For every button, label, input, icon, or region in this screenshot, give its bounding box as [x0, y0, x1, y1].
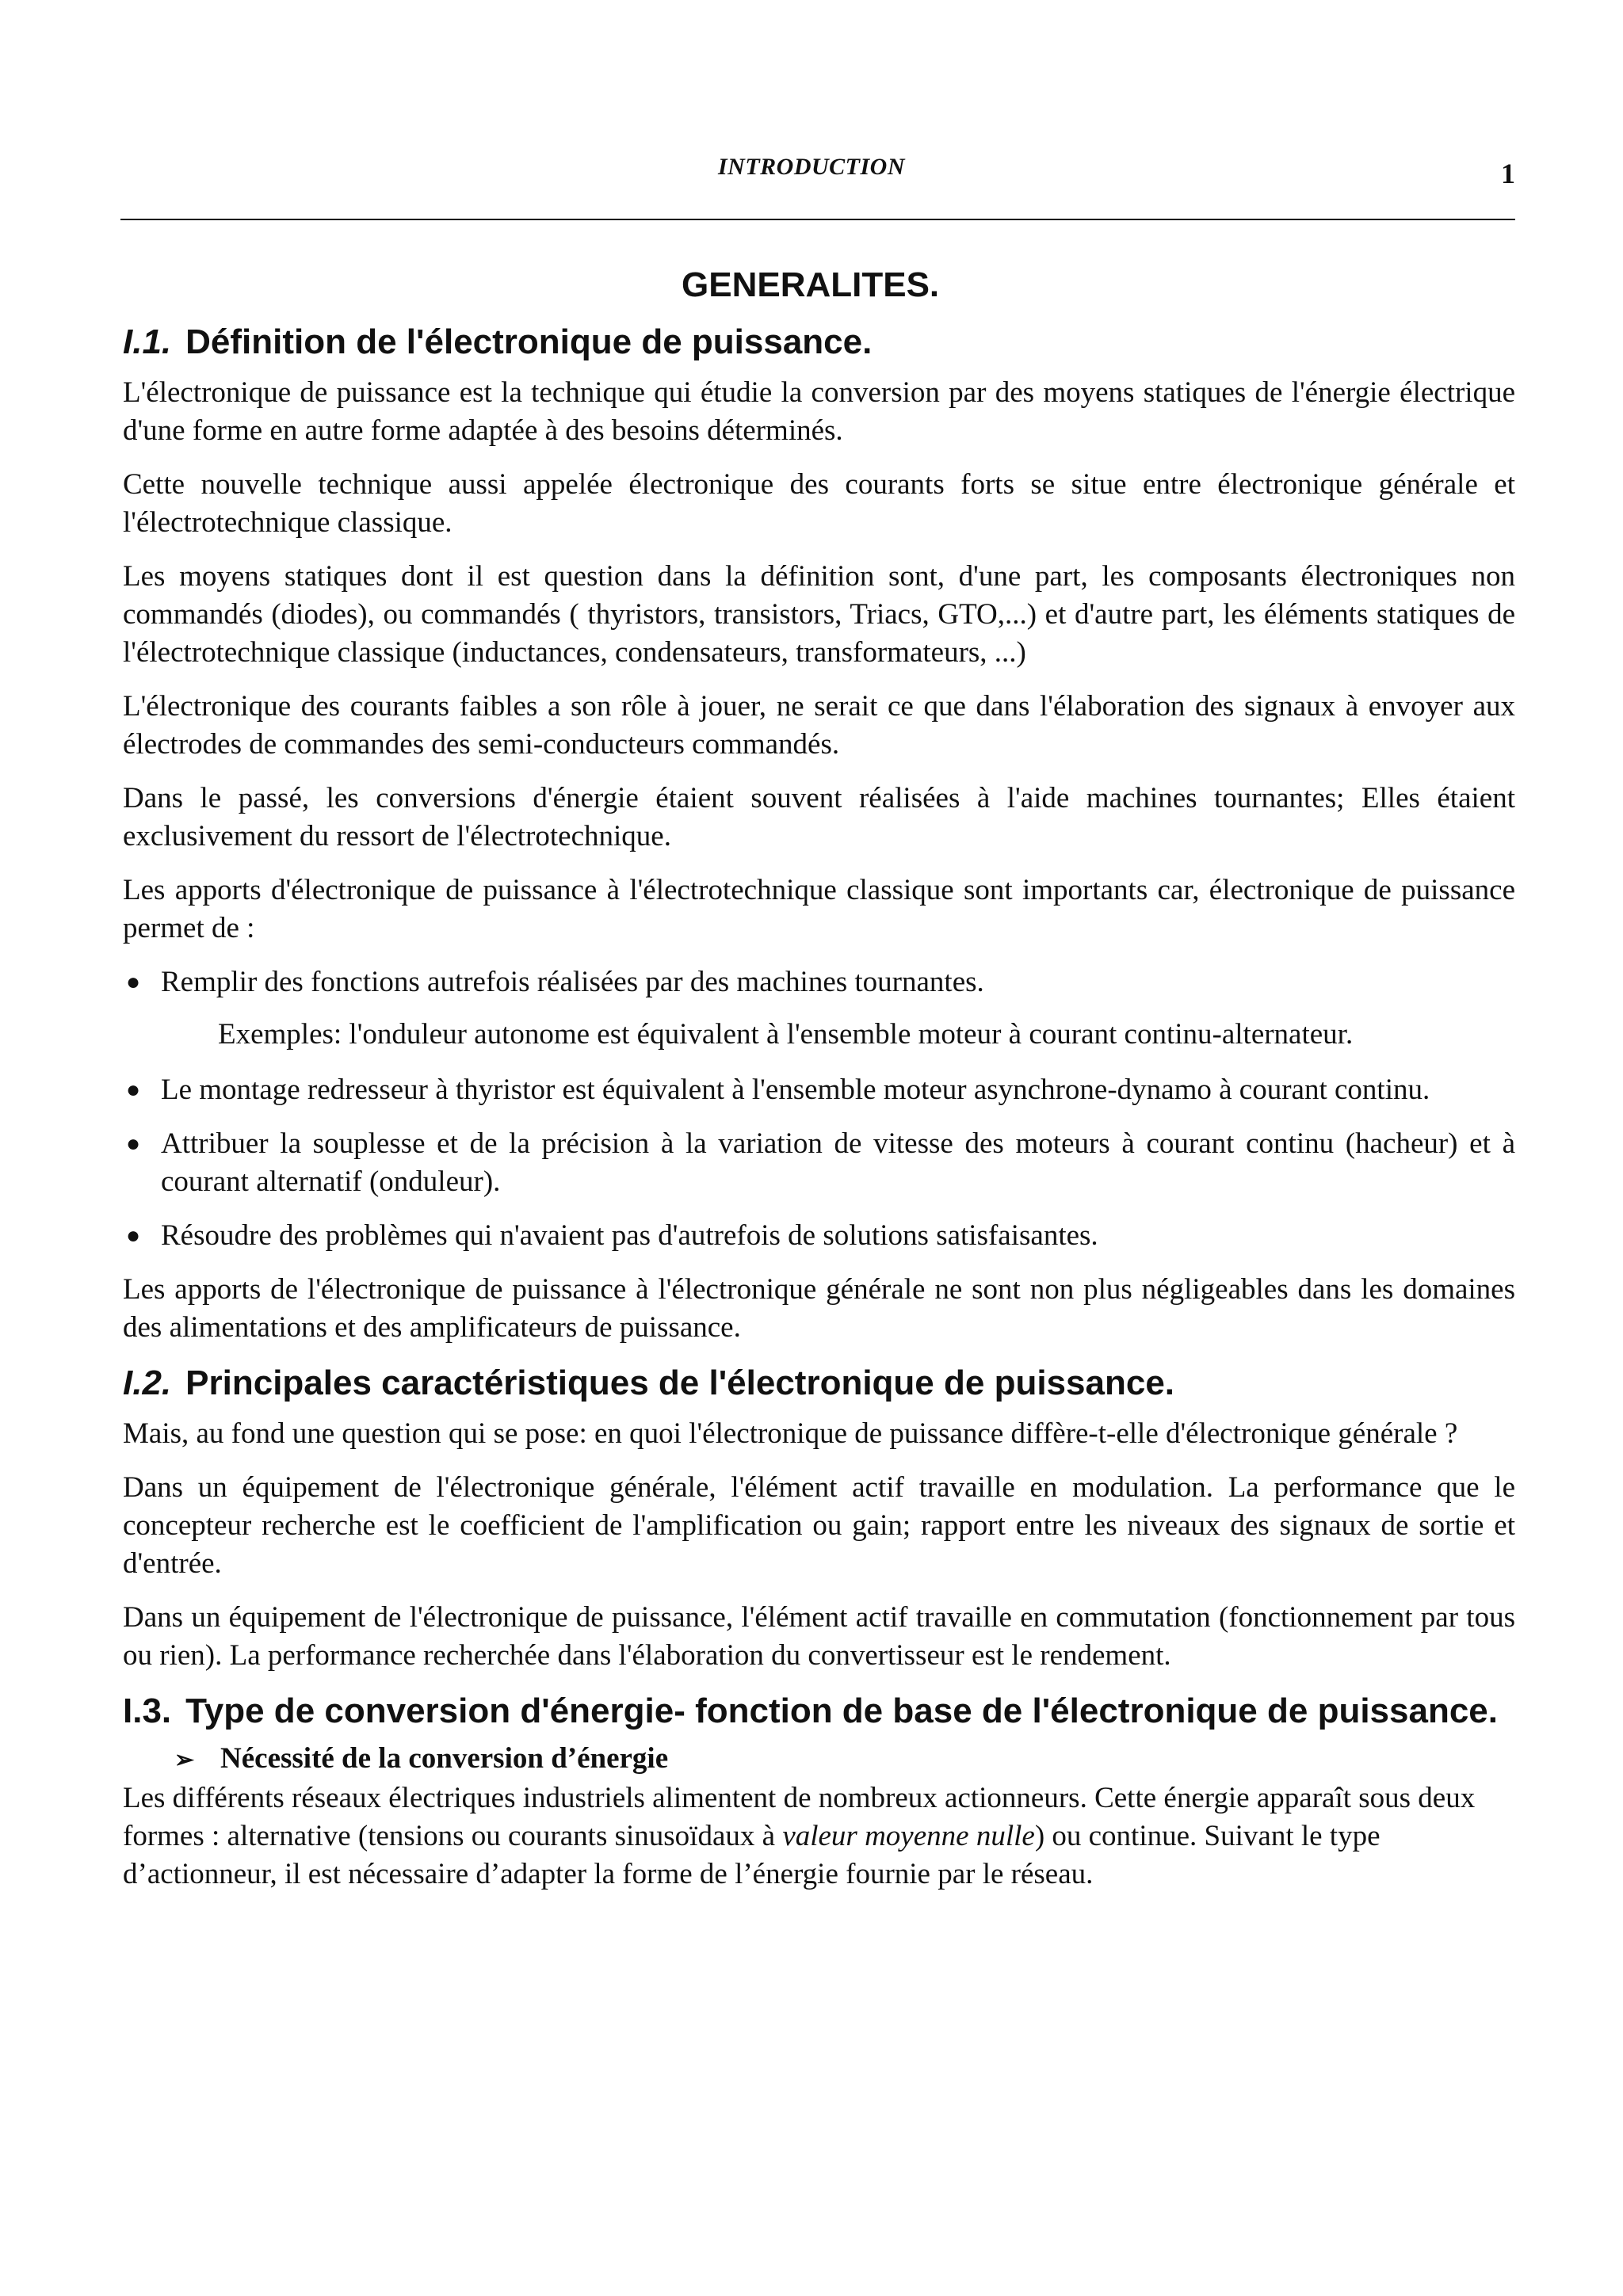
paragraph: Dans le passé, les conversions d'énergie étaient souvent réalisées à l'aide machines tournantes; Elles étaient exclusivement du ressort de l'électrotechnique. [123, 782, 1515, 852]
paragraph: L'électronique des courants faibles a son rôle à jouer, ne serait ce que dans l'élaboration des signaux à envoyer aux électrodes de commandes des semi-conducteurs commandés. [123, 690, 1515, 761]
list-item [123, 1071, 1515, 1109]
section-title: Définition de l'électronique de puissance. [185, 322, 873, 361]
emphasis-text: valeur moyenne nulle [782, 1820, 1035, 1852]
page-title: GENERALITES. [682, 265, 940, 304]
section-heading-2 [123, 1363, 1515, 1404]
paragraph: Les moyens statiques dont il est question dans la définition sont, d'une part, les composants électroniques non commandés (diodes), ou commandés ( thyristors, transistors, Triacs, GTO,...) et d'autre part, les éléments statiques de l'électrotechnique classique (inductances, condensateurs, transformateurs, ...) [123, 560, 1515, 669]
list-item [123, 1217, 1515, 1255]
section-heading-1 [123, 322, 1515, 363]
list-item-text: Remplir des fonctions autrefois réalisées par des machines tournantes. [161, 966, 984, 998]
paragraph: Dans un équipement de l'électronique de puissance, l'élément actif travaille en commutation (fonctionnement par tous ou rien). La performance recherchée dans l'élaboration du convertisseur est le rendement. [123, 1601, 1515, 1672]
paragraph-text: ) ou continue. Suivant le type d’actionneur, il est nécessaire d’adapter la forme de l’énergie fournie par le réseau. [123, 1820, 1381, 1890]
section-title: Principales caractéristiques de l'électronique de puissance. [185, 1363, 1175, 1402]
subheading-text: Nécessité de la conversion d’énergie [220, 1742, 669, 1775]
section-heading-3 [123, 1691, 1515, 1732]
subheading [123, 1740, 1515, 1779]
paragraph: Les apports d'électronique de puissance à l'électrotechnique classique sont importants car, électronique de puissance permet de : [123, 874, 1515, 944]
list-item-text: Attribuer la souplesse et de la précision à la variation de vitesse des moteurs à courant continu (hacheur) et à courant alternatif (onduleur). [161, 1127, 1515, 1198]
bullet-list [123, 1071, 1515, 1255]
bullet-icon: ● [126, 1077, 141, 1103]
paragraph: Mais, au fond une question qui se pose: en quoi l'électronique de puissance diffère-t-elle d'électronique générale ? [123, 1417, 1458, 1450]
paragraph: L'électronique de puissance est la technique qui étudie la conversion par des moyens statiques de l'énergie électrique d'une forme en autre forme adaptée à des besoins déterminés. [123, 376, 1515, 447]
paragraph [123, 1779, 1515, 1894]
bullet-icon: ● [126, 1222, 141, 1249]
running-header-title: INTRODUCTION [717, 154, 905, 180]
list-item-text: Le montage redresseur à thyristor est équivalent à l'ensemble moteur asynchrone-dynamo à courant continu. [161, 1074, 1430, 1106]
list-item [123, 963, 1515, 1001]
paragraph: Dans un équipement de l'électronique générale, l'élément actif travaille en modulation. La performance que le concepteur recherche est le coefficient de l'amplification ou gain; rapport entre les niveaux des signaux de sortie et d'entrée. [123, 1471, 1515, 1580]
bullet-list [123, 963, 1515, 1001]
section-number: I.1. [123, 322, 172, 361]
bullet-icon: ● [126, 969, 141, 995]
paragraph-text: Les différents réseaux électriques industriels alimentent de nombreux actionneurs. Cette énergie apparaît sous deux formes : alternative (tensions ou courants sinusoïdaux à [123, 1782, 1476, 1852]
section-title: Type de conversion d'énergie- fonction de base de l'électronique de puissance. [185, 1691, 1498, 1730]
bullet-icon: ● [126, 1131, 141, 1157]
page-number: 1 [1501, 158, 1515, 189]
list-item [123, 1125, 1515, 1201]
header-divider [120, 219, 1515, 220]
section-number: I.2. [123, 1363, 172, 1402]
arrow-bullet-icon: ➢ [174, 1747, 195, 1773]
list-item-text: Résoudre des problèmes qui n'avaient pas d'autrefois de solutions satisfaisantes. [161, 1219, 1098, 1252]
example-line: Exemples: l'onduleur autonome est équivalent à l'ensemble moteur à courant continu-alternateur. [218, 1018, 1354, 1051]
page-content [123, 263, 1515, 1909]
section-number: I.3. [123, 1691, 172, 1730]
paragraph: Cette nouvelle technique aussi appelée électronique des courants forts se situe entre électronique générale et l'électrotechnique classique. [123, 468, 1515, 539]
paragraph: Les apports de l'électronique de puissance à l'électronique générale ne sont non plus négligeables dans les domaines des alimentations et des amplificateurs de puissance. [123, 1273, 1515, 1344]
